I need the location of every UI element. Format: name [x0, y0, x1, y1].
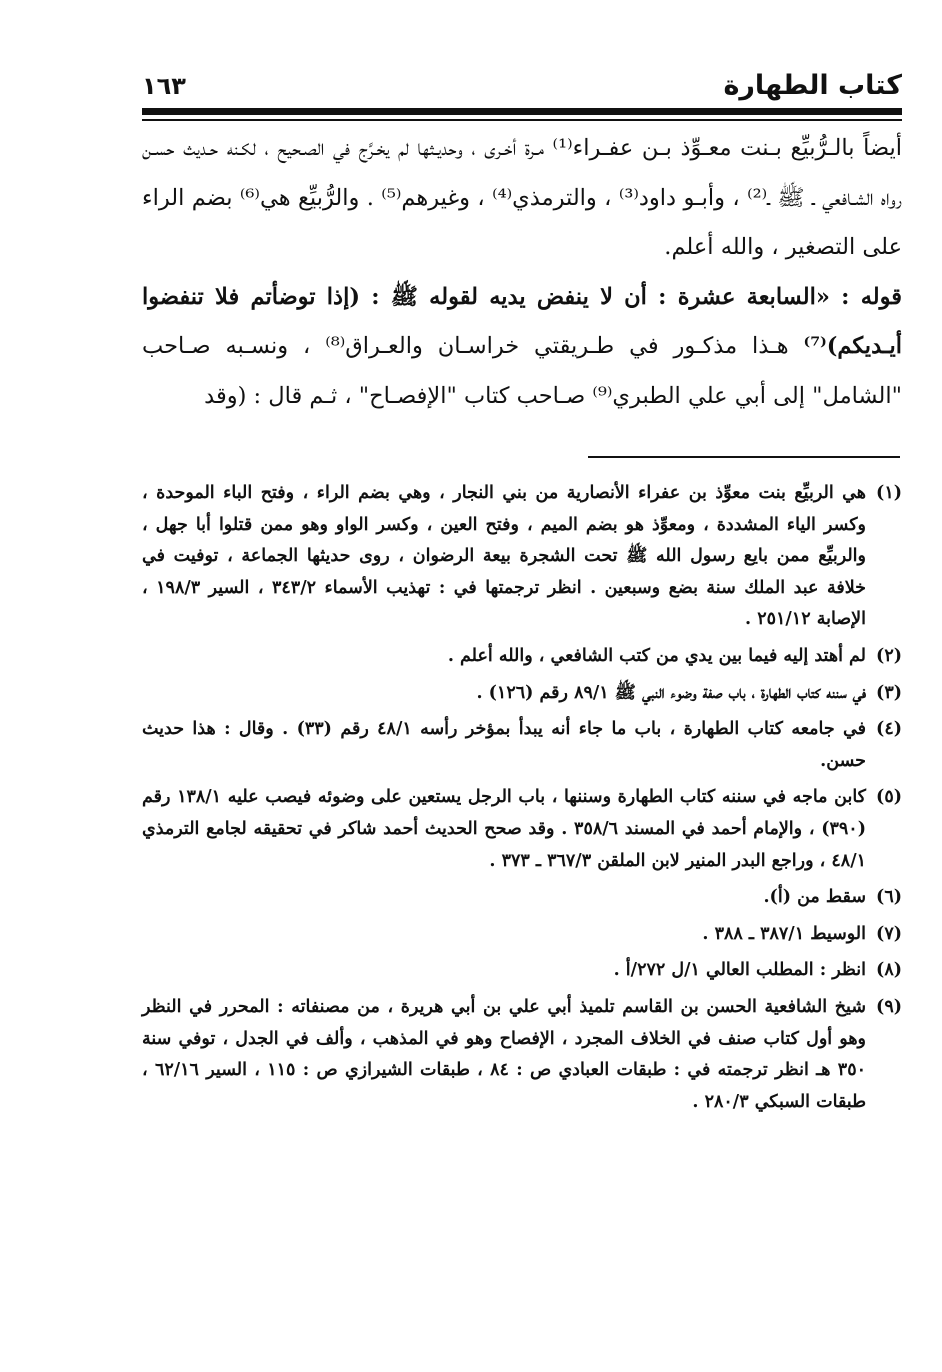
page-number: ١٦٣ [142, 72, 186, 100]
header-rule-thin [142, 119, 902, 121]
footnote-7 [142, 919, 902, 951]
footnote-number: (٧) [876, 923, 902, 944]
footnote-2 [142, 641, 902, 673]
footnote-text: انظر : المطلب العالي ١/ل ٢٧٢/أ . [613, 960, 866, 981]
footnote-number: (٩) [876, 996, 902, 1017]
footnote-3 [142, 678, 902, 710]
main-paragraph-2 [142, 273, 902, 422]
footnote-text: في جامعه كتاب الطهارة ، باب ما جاء أنه يبدأ بمؤخر رأسه ٤٨/١ رقم (٣٣) . وقال : هذا حديث حسن. [142, 719, 866, 771]
footnote-separator [588, 456, 900, 458]
page-header [142, 68, 902, 108]
footnote-4 [142, 714, 902, 777]
footnote-number: (٤) [876, 719, 902, 740]
footnote-1 [142, 478, 902, 636]
footnote-text: لم أهتد إليه فيما بين يدي من كتب الشافعي ، والله أعلم . [447, 645, 866, 666]
footnote-number: (٣) [876, 682, 902, 703]
footnote-9 [142, 992, 902, 1118]
footnote-text: هي الربيِّع بنت معوِّذ بن عفراء الأنصارية من بني النجار ، وهي بضم الراء ، وفتح الباء الموحدة ، وكسر الياء المشددة ، ومعوِّذ هو بضم الميم ، وفتح العين ، وكسر الواو وهو ممن قتلوا أبا جهل ، والربيِّع ممن بايع رسول الله ﷺ تحت الشجرة بيعة الرضوان ، روى حديثها الجماعة ، توفيت في خلافة عبد الملك سنة بضع وسبعين . انظر ترجمتها في : تهذيب الأسماء ٣٤٣/٢ ، السير ١٩٨/٣ ، الإصابة ٢٥١/١٢ . [142, 483, 866, 630]
footnote-number: (٢) [876, 645, 902, 666]
footnote-5 [142, 782, 902, 877]
footnote-8 [142, 955, 902, 987]
footnote-text: كابن ماجه في سننه كتاب الطهارة وسننها ، باب الرجل يستعين على وضوئه فيصب عليه ١٣٨/١ رقم (٣٩٠) ، والإمام أحمد في المسند ٣٥٨/٦ . وقد صحح الحديث أحمد شاكر في تحقيقه لجامع الترمذي ٤٨/١ ، وراجع البدر المنير لابن الملقن ٣٦٧/٣ ـ ٣٧٣ . [142, 787, 866, 871]
chapter-title: كتاب الطهارة [723, 70, 902, 101]
footnote-number: (٥) [876, 787, 902, 808]
footnote-number: (٨) [876, 960, 902, 981]
footnote-number: (١) [876, 483, 902, 503]
footnotes [142, 478, 902, 1123]
footnote-number: (٦) [876, 887, 902, 908]
footnote-text: في سننه كتاب الطهارة ، باب صفة وضوء النبي ﷺ ٨٩/١ رقم (١٢٦) . [476, 682, 866, 703]
main-text [142, 124, 902, 421]
main-paragraph-1: أيضاً بالـرُّبيِّع بـنت معـوِّذ بـن عفـراء⁽¹⁾ مـرة أخـرى ، وحديـثها لم يخـرَّج في الصـحيح ، لكـنه حـديث حسـن رواه الشـافعي ـ ﷺ ـ⁽²⁾ ، وأبـو داود⁽³⁾ ، والترمذي⁽⁴⁾ ، وغيرهم⁽⁵⁾ . والرُّبيِّع هي⁽⁶⁾ بضم الراء على التصغير ، والله أعلم. [142, 135, 902, 260]
header-rule-thick [142, 108, 902, 115]
footnote-6 [142, 882, 902, 914]
commentary-text: هـذا مذكـور في طـريقتي خراسـان والعـراق⁽⁸⁾ ، ونسـبه صـاحب "الشامل" إلى أبي علي الطبري⁽⁹⁾ صـاحب كتاب "الإفصـاح" ، ثـم قال : (وقد [142, 333, 902, 409]
footnote-text: الوسيط ٣٨٧/١ ـ ٣٨٨ . [702, 923, 866, 944]
footnote-text: سقط من (أ). [763, 887, 866, 908]
quoted-statement: قوله : «السابعة عشرة : أن لا ينفض يديه لقوله ﷺ : (إذا توضأتم فلا تنفضوا أيـديكم)⁽⁷⁾ [142, 283, 902, 359]
footnote-text: شيخ الشافعية الحسن بن القاسم تلميذ أبي علي بن أبي هريرة ، من مصنفاته : المحرر في النظر وهو أول كتاب صنف في الخلاف المجرد ، الإفصاح وهو في المذهب ، وألف في الجدل ، توفي سنة ٣٥٠ هـ انظر ترجمته في : طبقات العبادي ص : ٨٤ ، طبقات الشيرازي ص : ١١٥ ، السير ٦٢/١٦ ، طبقات السبكي ٢٨٠/٣ . [142, 996, 866, 1112]
